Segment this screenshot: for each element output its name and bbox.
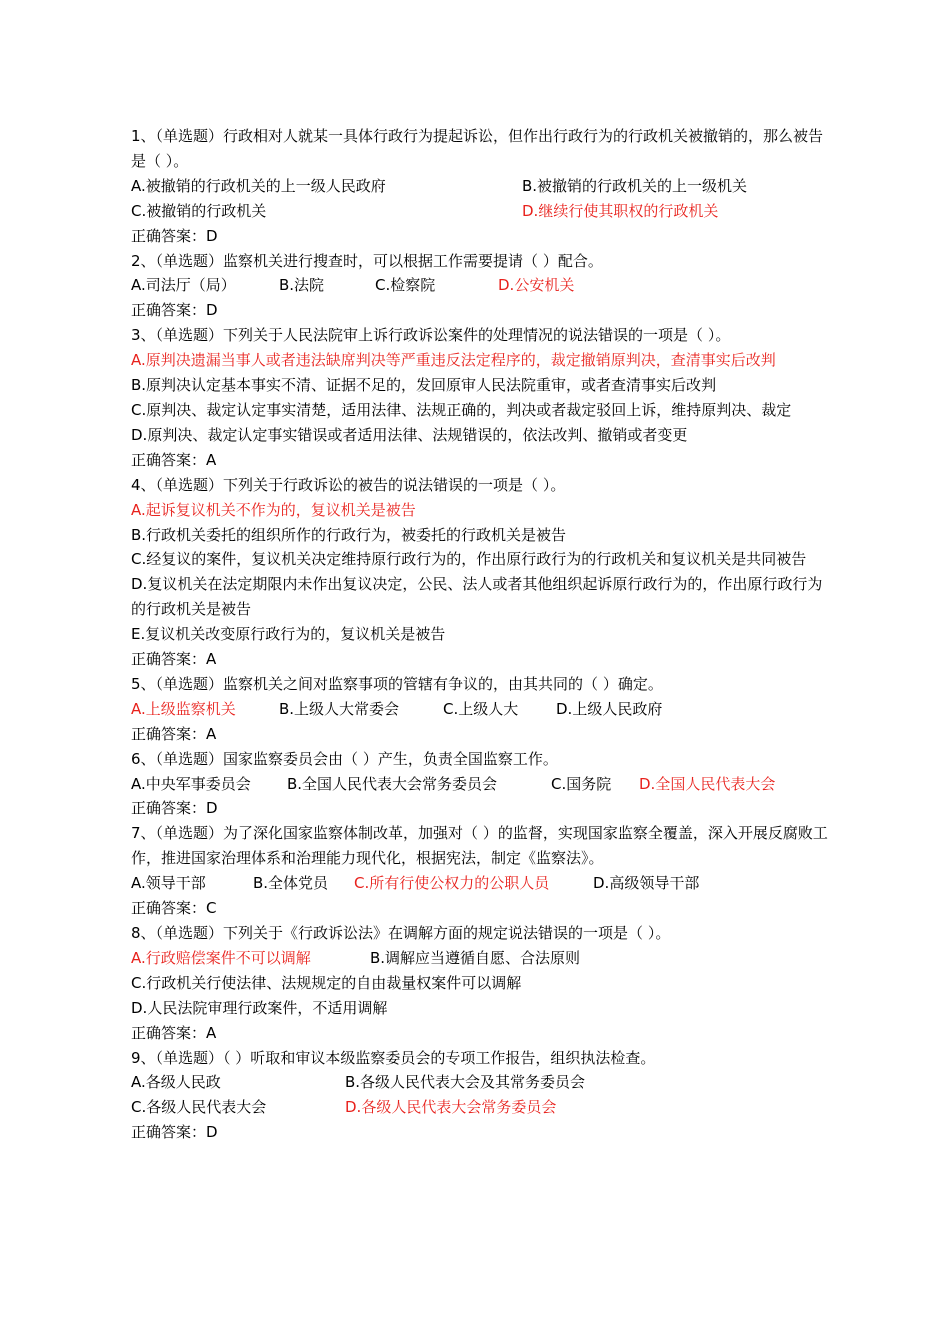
question-6-option-a: A.中央军事委员会 [131, 774, 251, 793]
question-3-answer: 正确答案：A [131, 450, 217, 469]
question-9-options-row-2 [131, 1095, 831, 1120]
question-8-option-d: D.人民法院审理行政案件，不适用调解 [131, 998, 388, 1017]
question-9-options-row-1 [131, 1070, 831, 1095]
question-1-answer: 正确答案：D [131, 226, 218, 245]
question-7-option-b: B.全体党员 [253, 874, 329, 893]
question-7-option-c: C.所有行使公权力的公职人员 [354, 874, 550, 893]
question-1-option-a: A.被撤销的行政机关的上一级人民政府 [131, 176, 386, 195]
question-6-option-d: D.全国人民代表大会 [639, 774, 776, 793]
question-3-option-d: D.原判决、裁定认定事实错误或者适用法律、法规错误的，依法改判、撤销或者变更 [131, 425, 688, 444]
question-1-options-row-2 [131, 199, 831, 224]
question-5-options-row [131, 697, 831, 722]
question-8-stem: 8、（单选题）下列关于《行政诉讼法》在调解方面的规定说法错误的一项是（ ）。 [131, 924, 671, 942]
question-4-option-a: A.起诉复议机关不作为的，复议机关是被告 [131, 500, 416, 519]
question-6-stem: 6、（单选题）国家监察委员会由（ ）产生，负责全国监察工作。 [131, 749, 558, 768]
question-1-options-row-1 [131, 174, 831, 199]
question-3-option-a: A.原判决遗漏当事人或者违法缺席判决等严重违反法定程序的，裁定撤销原判决，查清事实后改判 [131, 351, 776, 370]
question-4-option-d: D.复议机关在法定期限内未作出复议决定，公民、法人或者其他组织起诉原行政行为的，作出原行政行为的行政机关是被告 [131, 575, 823, 619]
question-1-option-d: D.继续行使其职权的行政机关 [522, 201, 719, 220]
question-5-option-d: D.上级人民政府 [556, 699, 663, 718]
question-4-option-c: C.经复议的案件，复议机关决定维持原行政行为的，作出原行政行为的行政机关和复议机关是共同被告 [131, 550, 807, 569]
document-page [131, 124, 831, 1145]
question-8-option-c: C.行政机关行使法律、法规规定的自由裁量权案件可以调解 [131, 973, 522, 992]
question-5-option-b: B.上级人大常委会 [279, 699, 400, 718]
question-6-options-row [131, 772, 831, 797]
question-4-option-e: E.复议机关改变原行政行为的，复议机关是被告 [131, 625, 446, 644]
question-2-options-row [131, 273, 831, 298]
question-8-option-a: A.行政赔偿案件不可以调解 [131, 948, 311, 967]
question-7-option-d: D.高级领导干部 [593, 874, 700, 893]
question-2-stem: 2、（单选题）监察机关进行搜查时，可以根据工作需要提请（ ）配合。 [131, 251, 603, 270]
question-4-answer: 正确答案：A [131, 650, 217, 669]
question-2-answer: 正确答案：D [131, 301, 218, 320]
question-1-option-b: B.被撤销的行政机关的上一级机关 [522, 176, 748, 195]
question-2-option-d: D.公安机关 [498, 276, 575, 295]
question-5-stem: 5、（单选题）监察机关之间对监察事项的管辖有争议的，由其共同的（ ）确定。 [131, 674, 663, 693]
question-7-stem: 7、（单选题）为了深化国家监察体制改革，加强对（ ）的监督，实现国家监察全覆盖，深入开展反腐败工作，推进国家治理体系和治理能力现代化，根据宪法，制定《监察法》。 [131, 824, 828, 868]
question-6-option-b: B.全国人民代表大会常务委员会 [287, 774, 498, 793]
question-1-option-c: C.被撤销的行政机关 [131, 201, 267, 220]
question-5-option-c: C.上级人大 [443, 699, 519, 718]
question-7-options-row [131, 871, 831, 896]
question-3-option-b: B.原判决认定基本事实不清、证据不足的，发回原审人民法院重审，或者查清事实后改判 [131, 376, 717, 395]
question-9-option-c: C.各级人民代表大会 [131, 1098, 267, 1117]
question-7-answer: 正确答案：C [131, 899, 217, 918]
question-8-option-b: B.调解应当遵循自愿、合法原则 [370, 948, 581, 967]
question-2-option-a: A.司法厅（局） [131, 276, 236, 295]
question-9-stem: 9、（单选题）（ ）听取和审议本级监察委员会的专项工作报告，组织执法检查。 [131, 1048, 656, 1067]
question-2-option-c: C.检察院 [375, 276, 436, 295]
question-3-stem: 3、（单选题）下列关于人民法院审上诉行政诉讼案件的处理情况的说法错误的一项是（ ）。 [131, 326, 731, 345]
question-9-option-d: D.各级人民代表大会常务委员会 [345, 1098, 557, 1117]
question-9-option-b: B.各级人民代表大会及其常务委员会 [345, 1073, 586, 1092]
question-8-answer: 正确答案：A [131, 1023, 217, 1042]
question-6-answer: 正确答案：D [131, 799, 218, 818]
question-7-option-a: A.领导干部 [131, 874, 206, 893]
question-4-stem: 4、（单选题）下列关于行政诉讼的被告的说法错误的一项是（ ）。 [131, 475, 566, 494]
question-6-option-c: C.国务院 [551, 774, 612, 793]
question-4-option-b: B.行政机关委托的组织所作的行政行为，被委托的行政机关是被告 [131, 525, 567, 544]
question-5-answer: 正确答案：A [131, 724, 217, 743]
question-9-option-a: A.各级人民政 [131, 1073, 221, 1092]
question-8-options-row [131, 946, 831, 971]
question-5-option-a: A.上级监察机关 [131, 699, 236, 718]
question-2-option-b: B.法院 [279, 276, 325, 295]
question-3-option-c: C.原判决、裁定认定事实清楚，适用法律、法规正确的，判决或者裁定驳回上诉，维持原判决、裁定 [131, 400, 792, 419]
question-1-stem: 1、（单选题）行政相对人就某一具体行政行为提起诉讼，但作出行政行为的行政机关被撤销的，那么被告是（ ）。 [131, 127, 824, 170]
question-9-answer: 正确答案：D [131, 1123, 218, 1142]
